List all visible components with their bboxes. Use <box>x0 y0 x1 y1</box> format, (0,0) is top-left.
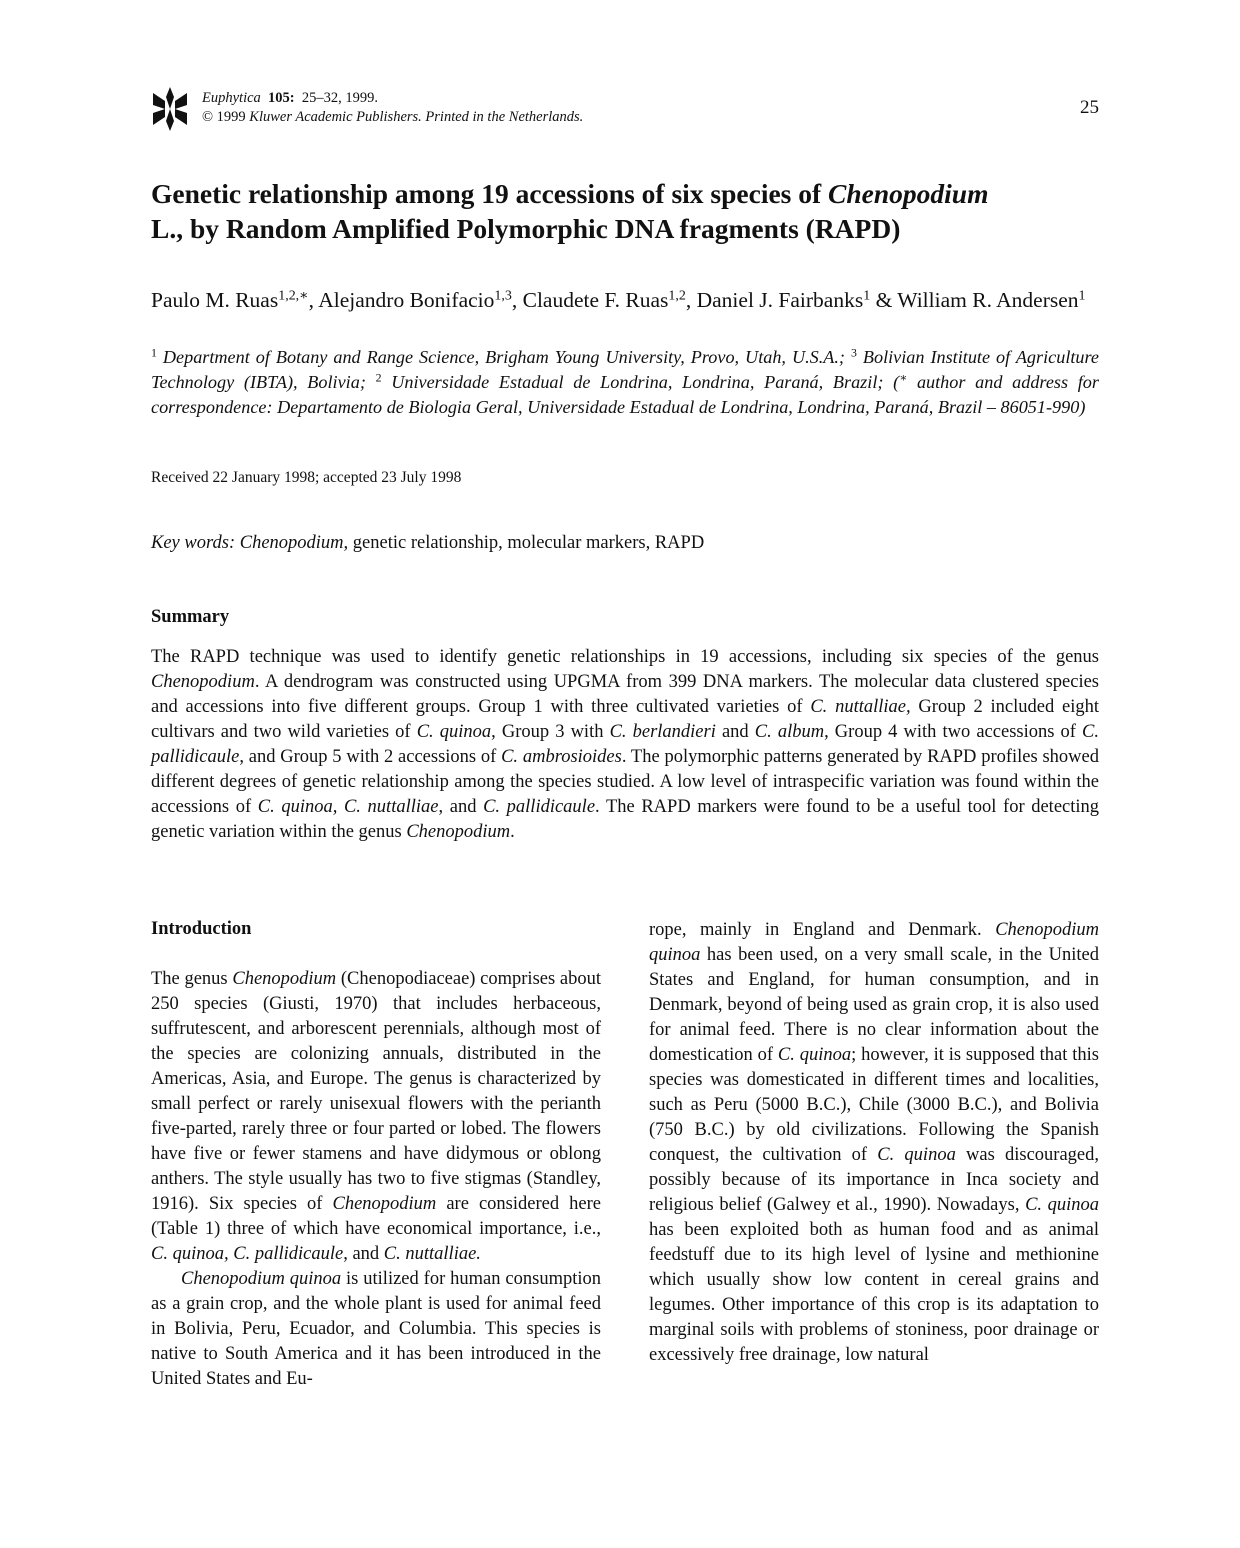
author-name: William R. Andersen <box>897 288 1079 312</box>
introduction-left-column <box>151 967 601 1392</box>
introduction-heading: Introduction <box>151 919 252 939</box>
text-run: . The polymorphic patterns generated by RAPD profiles showed different degrees of genetic relationship among the species studied. A low level of intraspecific variation was found within the accessions of <box>151 747 1100 817</box>
italic-text-run: C. pallidicaule <box>483 797 596 817</box>
introduction-right-column <box>649 918 1099 1368</box>
italic-text-run: C. quinoa <box>416 722 492 742</box>
journal-pages: 25–32, 1999. <box>301 90 379 106</box>
affil-mark-star: ∗ <box>899 370 908 385</box>
author-affiliation-mark: 1 <box>863 288 871 304</box>
author-name: Claudete F. Ruas <box>522 288 669 312</box>
journal-name: Euphytica <box>202 90 261 106</box>
italic-text-run: C. album <box>754 722 825 742</box>
italic-text-run: Chenopodium <box>232 969 337 989</box>
intro-paragraph-1 <box>151 967 601 1267</box>
author-affiliation-mark: 1,2 <box>668 288 686 304</box>
text-run: has been exploited both as human food and as animal feedstuff due to its high level of lysine and methionine which usually show low content in cereal grains and legumes. Other importance of this crop is its adaptation to marginal soils with problems of stoniness, poor drainage or excessively free drainage, low natural <box>649 1220 1099 1365</box>
summary-text <box>151 645 1099 845</box>
italic-text-run: C. berlandieri <box>609 722 716 742</box>
text-run: . <box>510 822 515 842</box>
publisher-line: Kluwer Academic Publishers. Printed in the Netherlands. <box>249 109 584 125</box>
text-run: , and Group 5 with 2 accessions of <box>239 747 502 767</box>
italic-text-run: C. nuttalliae, <box>810 697 911 717</box>
text-run: and <box>715 722 755 742</box>
text-run: ; however, it is supposed that this species was domesticated in different times and localities, such as Peru (5000 B.C.), Chile (3000 B.C.), and Bolivia (750 B.C.) by old civilizations. Following the Spanish conquest, the cultivation of <box>649 1045 1099 1165</box>
italic-text-run: Chenopodium <box>406 822 511 842</box>
affil-2: Universidade Estadual de Londrina, Londrina, Paraná, Brazil; ( <box>381 372 900 392</box>
author-affiliation-mark: 1,2,∗ <box>278 288 309 304</box>
journal-volume: 105: <box>268 90 295 106</box>
affil-3: Bolivian Institute of Agriculture Technology (IBTA), Bolivia; <box>151 347 1099 392</box>
page-number: 25 <box>1080 97 1099 118</box>
affiliations <box>151 345 1099 420</box>
affil-mark-3: 3 <box>850 345 857 360</box>
intro-paragraph-2-continued <box>649 918 1099 1368</box>
italic-text-run: C. quinoa <box>777 1045 852 1065</box>
text-run: The RAPD technique was used to identify genetic relationships in 19 accessions, including six species of the genus <box>151 647 1099 667</box>
text-run: has been used, on a very small scale, in the United States and England, for human consumption, and in Denmark, beyond of being used as grain crop, it is also used for animal feed. There is no clear information about the domestication of <box>649 945 1099 1065</box>
text-run: The genus <box>151 969 233 989</box>
intro-paragraph-2 <box>151 1267 601 1392</box>
affil-mark-2: 2 <box>375 370 382 385</box>
keywords-text: genetic relationship, molecular markers, RAPD <box>348 533 705 553</box>
author-separator: , <box>308 288 319 312</box>
copyright-year: © 1999 <box>202 109 246 125</box>
author-name: Alejandro Bonifacio <box>318 288 495 312</box>
text-run: , and <box>343 1244 384 1264</box>
italic-text-run: C. quinoa <box>877 1145 956 1165</box>
author-list <box>151 286 1099 315</box>
keywords-label: Key words: Chenopodium, <box>151 533 349 553</box>
title-part2: L., by Random Amplified Polymorphic DNA fragments (RAPD) <box>151 213 901 244</box>
text-run: is utilized for human consumption as a grain crop, and the whole plant is used for animal feed in Bolivia, Peru, Ecuador, and Columbia. This species is native to South America and it has been introduced in the United States and Eu- <box>151 1269 601 1389</box>
text-run: , Group 3 with <box>491 722 610 742</box>
italic-text-run: C. ambrosioides <box>501 747 622 767</box>
author-separator: , <box>511 288 523 312</box>
author-affiliation-mark: 1,3 <box>494 288 512 304</box>
affil-mark-1: 1 <box>151 345 157 360</box>
text-run: , and <box>438 797 484 817</box>
italic-text-run: C. quinoa <box>1025 1195 1099 1215</box>
author-name: Paulo M. Ruas <box>151 288 279 312</box>
affil-1: Department of Botany and Range Science, Brigham Young University, Provo, Utah, U.S.A.; <box>156 347 851 367</box>
text-run: (Chenopodiaceae) comprises about 250 species (Giusti, 1970) that includes herbaceous, suffrutescent, and arborescent perennials, although most of the species are colonizing annuals, distributed in the Americas, Asia, and Europe. The genus is characterized by small perfect or rarely unisexual flowers with the perianth five-parted, rarely three or four parted or lobed. The flowers have five or fewer stamens and have didymous or oblong anthers. The style usually has two to five stigmas (Standley, 1916). Six species of <box>151 969 601 1214</box>
keywords <box>151 533 704 554</box>
italic-text-run: Chenopodium <box>151 672 255 692</box>
summary-heading: Summary <box>151 607 230 627</box>
text-run: was discouraged, possibly because of its importance in Inca society and religious belief (Galwey et al., 1990). Nowadays, <box>649 1145 1099 1215</box>
journal-citation <box>202 89 583 127</box>
title-part1: Genetic relationship among 19 accessions of six species of <box>151 178 829 209</box>
received-dates: Received 22 January 1998; accepted 23 July 1998 <box>151 469 462 486</box>
italic-text-run: Chenopodium quinoa <box>181 1269 342 1289</box>
text-run: . A dendrogram was constructed using UPGMA from 399 DNA markers. The molecular data clustered species and accessions into five different groups. Group 1 with three cultivated varieties of <box>151 672 1099 717</box>
text-run: . The RAPD markers were found to be a useful tool for detecting genetic variation within the genus <box>151 797 1100 842</box>
text-run: rope, mainly in England and Denmark. <box>649 920 996 940</box>
italic-text-run: C. nuttalliae. <box>383 1244 481 1264</box>
text-run: , Group 4 with two accessions of <box>824 722 1083 742</box>
author-name: Daniel J. Fairbanks <box>696 288 864 312</box>
italic-text-run: Chenopodium <box>332 1194 437 1214</box>
italic-text-run: Chenopodium quinoa <box>649 920 1099 965</box>
author-separator: , <box>685 288 697 312</box>
italic-text-run: C. pallidicaule <box>151 722 1099 767</box>
affil-correspondence: author and address for correspondence: Departamento de Biologia Geral, Universidade Estadual de Londrina, Londrina, Paraná, Brazil – 86051-990) <box>151 372 1099 417</box>
italic-text-run: C. quinoa, C. nuttalliae <box>257 797 439 817</box>
author-separator: & <box>870 288 898 312</box>
text-run: Group 2 included eight cultivars and two wild varieties of <box>151 697 1100 742</box>
text-run: are considered here (Table 1) three of which have economical importance, i.e., <box>151 1194 601 1239</box>
italic-text-run: C. quinoa, C. pallidicaule <box>151 1244 344 1264</box>
title-genus: Chenopodium <box>828 178 989 209</box>
publisher-logo <box>151 87 189 131</box>
article-title <box>151 176 1101 246</box>
author-affiliation-mark: 1 <box>1078 288 1086 304</box>
